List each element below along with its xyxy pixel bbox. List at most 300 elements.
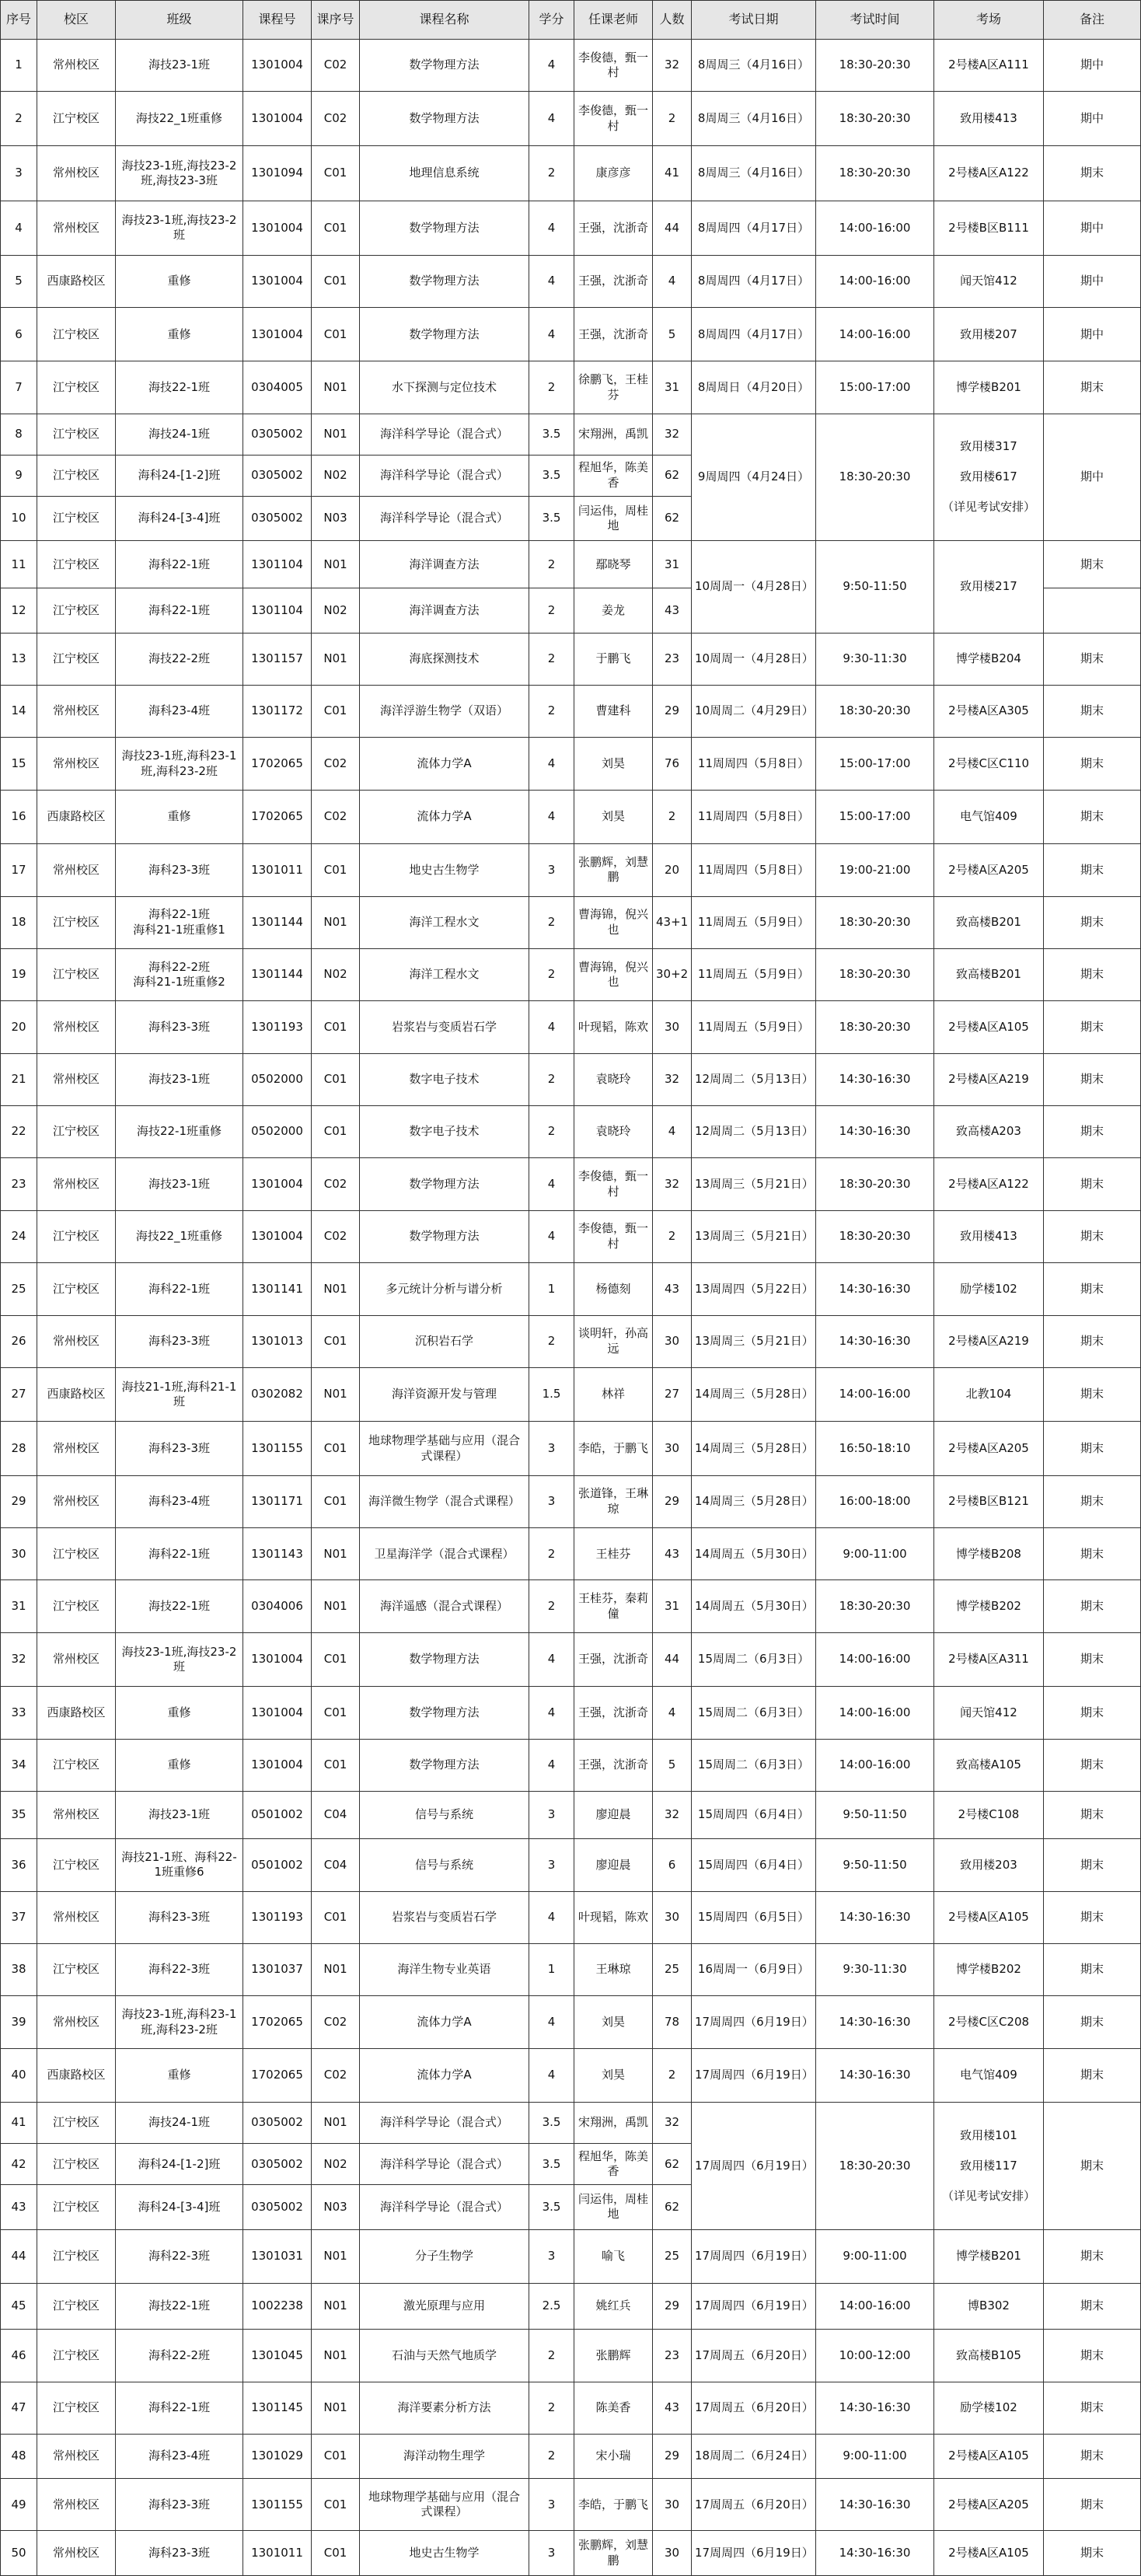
cell-campus: 常州校区 — [37, 738, 116, 790]
cell-credits: 4 — [529, 738, 574, 790]
cell-course-code: 0501002 — [243, 1839, 312, 1891]
cell-course-code: 1301004 — [243, 1739, 312, 1791]
cell-course-name: 数学物理方法 — [360, 255, 529, 307]
cell-exam-room: 励学楼102 — [934, 2382, 1044, 2434]
cell-campus: 西康路校区 — [37, 2048, 116, 2102]
cell-course-code: 1301004 — [243, 1210, 312, 1262]
cell-campus: 江宁校区 — [37, 1839, 116, 1891]
cell-exam-time: 15:00-17:00 — [816, 738, 934, 790]
cell-teacher: 王桂芬，秦莉僮 — [574, 1580, 653, 1632]
cell-teacher: 宋翔洲，禹凯 — [574, 2103, 653, 2144]
cell-course-code: 1301172 — [243, 685, 312, 737]
cell-course-name: 海洋科学导论（混合式） — [360, 2185, 529, 2229]
cell-exam-time: 14:30-16:30 — [816, 1891, 934, 1943]
cell-campus: 江宁校区 — [37, 2229, 116, 2283]
cell-section: C01 — [312, 1891, 360, 1943]
cell-course-code: 1301157 — [243, 633, 312, 685]
cell-exam-time: 18:30-20:30 — [816, 1158, 934, 1210]
cell-remark: 期末 — [1044, 1422, 1141, 1475]
table-row — [1, 1210, 1141, 1262]
cell-exam-time: 18:30-20:30 — [816, 1001, 934, 1053]
cell-class: 海科23-3班 — [116, 2479, 243, 2531]
cell-campus: 常州校区 — [37, 1792, 116, 1839]
cell-course-code: 1301193 — [243, 1001, 312, 1053]
cell-class: 海技23-1班 — [116, 1158, 243, 1210]
cell-exam-time: 9:30-11:30 — [816, 1944, 934, 1996]
cell-count: 30 — [653, 1422, 692, 1475]
cell-count: 32 — [653, 1053, 692, 1105]
cell-course-name: 数学物理方法 — [360, 92, 529, 145]
cell-section: C01 — [312, 1001, 360, 1053]
cell-exam-date: 15周周二（6月3日） — [692, 1739, 816, 1791]
cell-remark: 期末 — [1044, 1739, 1141, 1791]
cell-course-name: 数学物理方法 — [360, 1687, 529, 1739]
cell-exam-room: 2号楼A区A205 — [934, 844, 1044, 896]
cell-exam-time: 9:50-11:50 — [816, 541, 934, 633]
cell-campus: 常州校区 — [37, 844, 116, 896]
cell-course-name: 卫星海洋学（混合式课程） — [360, 1528, 529, 1580]
cell-remark: 期末 — [1044, 1996, 1141, 2048]
cell-course-name: 海洋科学导论（混合式） — [360, 414, 529, 455]
cell-exam-room: 电气馆409 — [934, 2048, 1044, 2102]
cell-credits: 3 — [529, 1422, 574, 1475]
cell-course-code: 1301144 — [243, 896, 312, 948]
cell-teacher: 叶现韬，陈欢 — [574, 1001, 653, 1053]
cell-exam-time: 14:00-16:00 — [816, 308, 934, 361]
cell-exam-room: 致用楼413 — [934, 92, 1044, 145]
cell-class: 海科22-3班 — [116, 1944, 243, 1996]
table-row — [1, 1106, 1141, 1158]
cell-count: 30 — [653, 1315, 692, 1367]
cell-teacher: 李俊德，甄一村 — [574, 40, 653, 92]
cell-course-code: 1702065 — [243, 738, 312, 790]
cell-campus: 江宁校区 — [37, 2382, 116, 2434]
cell-campus: 江宁校区 — [37, 633, 116, 685]
cell-exam-room: 2号楼A区A219 — [934, 1053, 1044, 1105]
table-row — [1, 1891, 1141, 1943]
cell-remark: 期末 — [1044, 1891, 1141, 1943]
cell-exam-time: 14:30-16:30 — [816, 2531, 934, 2576]
cell-teacher: 宋翔洲，禹凯 — [574, 414, 653, 455]
cell-teacher: 姚红兵 — [574, 2283, 653, 2329]
cell-exam-room: 励学楼102 — [934, 1263, 1044, 1315]
cell-course-code: 0305002 — [243, 455, 312, 496]
cell-exam-date: 15周周四（6月4日） — [692, 1839, 816, 1891]
cell-course-name: 岩浆岩与变质岩石学 — [360, 1891, 529, 1943]
cell-class: 海科24-[1-2]班 — [116, 455, 243, 496]
cell-course-code: 1301004 — [243, 1632, 312, 1686]
cell-exam-date: 17周周四（6月19日） — [692, 2531, 816, 2576]
cell-campus: 江宁校区 — [37, 1106, 116, 1158]
cell-credits: 2 — [529, 2382, 574, 2434]
cell-course-code: 1301004 — [243, 255, 312, 307]
cell-seq: 18 — [1, 896, 37, 948]
table-row — [1, 1687, 1141, 1739]
cell-class: 海技21-1班、海科22-1班重修6 — [116, 1839, 243, 1891]
cell-exam-room: 2号楼C区C110 — [934, 738, 1044, 790]
cell-remark: 期末 — [1044, 790, 1141, 843]
cell-teacher: 程旭华，陈美香 — [574, 455, 653, 496]
cell-class: 海技22-1班 — [116, 1580, 243, 1632]
cell-campus: 江宁校区 — [37, 1580, 116, 1632]
cell-campus: 江宁校区 — [37, 1210, 116, 1262]
cell-campus: 江宁校区 — [37, 361, 116, 414]
cell-exam-room: 2号楼B区B121 — [934, 1475, 1044, 1527]
cell-section: C01 — [312, 1053, 360, 1105]
cell-section: N01 — [312, 361, 360, 414]
cell-remark: 期中 — [1044, 201, 1141, 255]
cell-exam-room: 致用楼413 — [934, 1210, 1044, 1262]
cell-exam-time: 18:30-20:30 — [816, 92, 934, 145]
cell-campus: 江宁校区 — [37, 308, 116, 361]
cell-exam-date: 17周周四（6月19日） — [692, 2103, 816, 2229]
cell-exam-time: 9:30-11:30 — [816, 633, 934, 685]
cell-remark: 期中 — [1044, 255, 1141, 307]
cell-exam-time: 14:30-16:30 — [816, 1106, 934, 1158]
cell-count: 4 — [653, 1687, 692, 1739]
cell-remark: 期末 — [1044, 2330, 1141, 2382]
cell-seq: 38 — [1, 1944, 37, 1996]
cell-exam-room: 致高楼A105 — [934, 1739, 1044, 1791]
cell-exam-time: 18:30-20:30 — [816, 1580, 934, 1632]
cell-remark: 期末 — [1044, 145, 1141, 201]
cell-course-code: 1301031 — [243, 2229, 312, 2283]
cell-course-code: 1301029 — [243, 2434, 312, 2478]
table-row — [1, 414, 1141, 455]
cell-course-code: 0302082 — [243, 1367, 312, 1421]
cell-exam-time: 14:30-16:30 — [816, 1263, 934, 1315]
cell-count: 62 — [653, 2144, 692, 2185]
cell-seq: 6 — [1, 308, 37, 361]
cell-count: 30 — [653, 1891, 692, 1943]
table-row — [1, 790, 1141, 843]
cell-credits: 2 — [529, 948, 574, 1000]
cell-credits: 3.5 — [529, 414, 574, 455]
cell-credits: 4 — [529, 1891, 574, 1943]
table-row — [1, 2229, 1141, 2283]
cell-count: 4 — [653, 255, 692, 307]
cell-exam-time: 14:00-16:00 — [816, 2283, 934, 2329]
table-row — [1, 255, 1141, 307]
cell-exam-room: 2号楼A区A105 — [934, 1891, 1044, 1943]
cell-credits: 4 — [529, 201, 574, 255]
cell-campus: 常州校区 — [37, 1001, 116, 1053]
cell-seq: 11 — [1, 541, 37, 588]
cell-seq: 49 — [1, 2479, 37, 2531]
cell-course-code: 1301004 — [243, 40, 312, 92]
cell-count: 2 — [653, 2048, 692, 2102]
table-row — [1, 738, 1141, 790]
cell-count: 5 — [653, 308, 692, 361]
table-row — [1, 2382, 1141, 2434]
cell-seq: 17 — [1, 844, 37, 896]
cell-seq: 30 — [1, 1528, 37, 1580]
table-row — [1, 541, 1141, 588]
table-row — [1, 844, 1141, 896]
cell-exam-date: 17周周四（6月19日） — [692, 2229, 816, 2283]
cell-teacher: 李俊德，甄一村 — [574, 92, 653, 145]
cell-class: 海技24-1班 — [116, 2103, 243, 2144]
cell-class: 重修 — [116, 2048, 243, 2102]
header-teacher: 任课老师 — [574, 1, 653, 40]
cell-course-code: 1002238 — [243, 2283, 312, 2329]
cell-teacher: 袁晓玲 — [574, 1106, 653, 1158]
cell-course-name: 地史古生物学 — [360, 2531, 529, 2576]
cell-teacher: 刘昊 — [574, 790, 653, 843]
cell-exam-room: 2号楼B区B111 — [934, 201, 1044, 255]
cell-credits: 3 — [529, 2229, 574, 2283]
cell-credits: 4 — [529, 92, 574, 145]
cell-class: 海科22-3班 — [116, 2229, 243, 2283]
cell-count: 32 — [653, 2103, 692, 2144]
cell-count: 29 — [653, 2283, 692, 2329]
cell-credits: 1.5 — [529, 1367, 574, 1421]
cell-count: 32 — [653, 414, 692, 455]
cell-course-name: 流体力学A — [360, 1996, 529, 2048]
cell-campus: 常州校区 — [37, 1632, 116, 1686]
cell-exam-time: 9:00-11:00 — [816, 2434, 934, 2478]
cell-seq: 7 — [1, 361, 37, 414]
cell-section: C01 — [312, 2531, 360, 2576]
cell-course-name: 数学物理方法 — [360, 308, 529, 361]
cell-section: C01 — [312, 1475, 360, 1527]
cell-campus: 常州校区 — [37, 2531, 116, 2576]
cell-course-name: 数学物理方法 — [360, 1632, 529, 1686]
cell-credits: 2 — [529, 2434, 574, 2478]
cell-section: C01 — [312, 1687, 360, 1739]
cell-campus: 常州校区 — [37, 40, 116, 92]
cell-exam-room: 致用楼101 致用楼117 （详见考试安排） — [934, 2103, 1044, 2229]
cell-course-code: 0305002 — [243, 497, 312, 541]
cell-seq: 9 — [1, 455, 37, 496]
cell-exam-room: 北教104 — [934, 1367, 1044, 1421]
cell-exam-date: 10周周一（4月28日） — [692, 633, 816, 685]
cell-class: 海技23-1班,海科23-1班,海科23-2班 — [116, 1996, 243, 2048]
cell-exam-time: 18:30-20:30 — [816, 685, 934, 737]
header-credits: 学分 — [529, 1, 574, 40]
cell-count: 30 — [653, 2531, 692, 2576]
cell-seq: 1 — [1, 40, 37, 92]
cell-exam-date: 17周周四（6月19日） — [692, 1996, 816, 2048]
cell-credits: 4 — [529, 40, 574, 92]
table-row — [1, 361, 1141, 414]
cell-exam-room: 博学楼B202 — [934, 1944, 1044, 1996]
cell-course-code: 1301004 — [243, 201, 312, 255]
cell-seq: 42 — [1, 2144, 37, 2185]
cell-remark: 期末 — [1044, 1580, 1141, 1632]
cell-section: C01 — [312, 308, 360, 361]
cell-credits: 4 — [529, 1687, 574, 1739]
cell-seq: 3 — [1, 145, 37, 201]
cell-credits: 2 — [529, 361, 574, 414]
cell-exam-time: 14:30-16:30 — [816, 2382, 934, 2434]
cell-course-code: 1301094 — [243, 145, 312, 201]
cell-campus: 江宁校区 — [37, 497, 116, 541]
cell-exam-date: 14周周三（5月28日） — [692, 1367, 816, 1421]
cell-remark: 期末 — [1044, 2283, 1141, 2329]
cell-seq: 41 — [1, 2103, 37, 2144]
cell-section: N01 — [312, 2283, 360, 2329]
cell-section: C01 — [312, 2434, 360, 2478]
cell-course-name: 地球物理学基础与应用（混合式课程） — [360, 1422, 529, 1475]
cell-exam-room: 致用楼203 — [934, 1839, 1044, 1891]
cell-exam-room: 2号楼C区C208 — [934, 1996, 1044, 2048]
cell-exam-room: 博B302 — [934, 2283, 1044, 2329]
cell-campus: 江宁校区 — [37, 896, 116, 948]
cell-seq: 21 — [1, 1053, 37, 1105]
cell-section: N02 — [312, 2144, 360, 2185]
cell-remark: 期末 — [1044, 1687, 1141, 1739]
cell-exam-date: 11周周四（5月8日） — [692, 738, 816, 790]
cell-class: 重修 — [116, 1739, 243, 1791]
cell-course-name: 海洋遥感（混合式课程） — [360, 1580, 529, 1632]
table-row — [1, 1792, 1141, 1839]
cell-seq: 34 — [1, 1739, 37, 1791]
cell-course-code: 1301004 — [243, 92, 312, 145]
header-remark: 备注 — [1044, 1, 1141, 40]
cell-credits: 3 — [529, 2531, 574, 2576]
cell-exam-time: 10:00-12:00 — [816, 2330, 934, 2382]
cell-exam-room: 2号楼A区A205 — [934, 1422, 1044, 1475]
cell-exam-date: 8周周四（4月17日） — [692, 201, 816, 255]
cell-exam-time: 15:00-17:00 — [816, 790, 934, 843]
cell-remark: 期末 — [1044, 1792, 1141, 1839]
cell-campus: 江宁校区 — [37, 414, 116, 455]
cell-exam-time: 14:00-16:00 — [816, 201, 934, 255]
cell-course-code: 1702065 — [243, 1996, 312, 2048]
cell-section: N01 — [312, 1580, 360, 1632]
cell-exam-time: 18:30-20:30 — [816, 40, 934, 92]
cell-campus: 常州校区 — [37, 1315, 116, 1367]
cell-class: 海技22-1班 — [116, 361, 243, 414]
cell-teacher: 张鹏辉，刘慧鹏 — [574, 2531, 653, 2576]
cell-section: C04 — [312, 1839, 360, 1891]
cell-course-code: 1301011 — [243, 2531, 312, 2576]
cell-section: N03 — [312, 497, 360, 541]
cell-class: 海科22-2班 — [116, 2330, 243, 2382]
cell-class: 重修 — [116, 790, 243, 843]
cell-course-name: 数学物理方法 — [360, 201, 529, 255]
cell-exam-date: 13周周三（5月21日） — [692, 1315, 816, 1367]
cell-exam-room: 致高楼B201 — [934, 896, 1044, 948]
cell-campus: 常州校区 — [37, 685, 116, 737]
cell-remark: 期末 — [1044, 361, 1141, 414]
cell-seq: 20 — [1, 1001, 37, 1053]
header-campus: 校区 — [37, 1, 116, 40]
cell-seq: 32 — [1, 1632, 37, 1686]
table-row — [1, 2434, 1141, 2478]
cell-course-code: 0502000 — [243, 1106, 312, 1158]
cell-course-name: 数学物理方法 — [360, 1210, 529, 1262]
cell-exam-date: 8周周三（4月16日） — [692, 40, 816, 92]
cell-course-name: 海洋科学导论（混合式） — [360, 2144, 529, 2185]
cell-exam-date: 13周周四（5月22日） — [692, 1263, 816, 1315]
cell-seq: 14 — [1, 685, 37, 737]
cell-course-name: 海洋生物专业英语 — [360, 1944, 529, 1996]
cell-course-name: 沉积岩石学 — [360, 1315, 529, 1367]
cell-exam-time: 18:30-20:30 — [816, 948, 934, 1000]
cell-remark: 期末 — [1044, 738, 1141, 790]
cell-course-name: 多元统计分析与谱分析 — [360, 1263, 529, 1315]
cell-section: C01 — [312, 1106, 360, 1158]
cell-count: 23 — [653, 2330, 692, 2382]
cell-teacher: 曹海锦，倪兴也 — [574, 896, 653, 948]
cell-count: 2 — [653, 1210, 692, 1262]
cell-credits: 4 — [529, 2048, 574, 2102]
cell-course-name: 海洋动物生理学 — [360, 2434, 529, 2478]
cell-section: N02 — [312, 948, 360, 1000]
cell-campus: 西康路校区 — [37, 255, 116, 307]
cell-seq: 12 — [1, 588, 37, 633]
cell-credits: 3.5 — [529, 2103, 574, 2144]
cell-count: 41 — [653, 145, 692, 201]
cell-teacher: 刘昊 — [574, 738, 653, 790]
cell-credits: 1 — [529, 1944, 574, 1996]
cell-teacher: 闫运伟，周桂地 — [574, 2185, 653, 2229]
cell-credits: 3 — [529, 1839, 574, 1891]
cell-seq: 37 — [1, 1891, 37, 1943]
cell-exam-date: 11周周四（5月8日） — [692, 844, 816, 896]
cell-credits: 2 — [529, 1053, 574, 1105]
cell-seq: 13 — [1, 633, 37, 685]
cell-course-code: 1301013 — [243, 1315, 312, 1367]
cell-exam-time: 19:00-21:00 — [816, 844, 934, 896]
cell-course-name: 地球物理学基础与应用（混合式课程） — [360, 2479, 529, 2531]
cell-class: 海技22-1班 — [116, 2283, 243, 2329]
cell-course-name: 数学物理方法 — [360, 1158, 529, 1210]
table-row — [1, 1739, 1141, 1791]
cell-exam-room: 2号楼A区A105 — [934, 1001, 1044, 1053]
cell-teacher: 刘昊 — [574, 2048, 653, 2102]
cell-teacher: 杨德刻 — [574, 1263, 653, 1315]
cell-seq: 26 — [1, 1315, 37, 1367]
cell-exam-time: 14:00-16:00 — [816, 1739, 934, 1791]
cell-count: 4 — [653, 1106, 692, 1158]
cell-credits: 2 — [529, 1528, 574, 1580]
cell-credits: 4 — [529, 790, 574, 843]
cell-remark: 期末 — [1044, 2434, 1141, 2478]
cell-seq: 4 — [1, 201, 37, 255]
cell-course-name: 海洋要素分析方法 — [360, 2382, 529, 2434]
cell-course-code: 1702065 — [243, 790, 312, 843]
cell-credits: 2 — [529, 1315, 574, 1367]
cell-campus: 常州校区 — [37, 1053, 116, 1105]
cell-course-code: 1301155 — [243, 1422, 312, 1475]
cell-exam-date: 17周周五（6月20日） — [692, 2479, 816, 2531]
cell-section: N01 — [312, 1944, 360, 1996]
cell-class: 海科23-3班 — [116, 844, 243, 896]
cell-campus: 常州校区 — [37, 2479, 116, 2531]
cell-credits: 4 — [529, 1739, 574, 1791]
cell-exam-room: 致用楼207 — [934, 308, 1044, 361]
cell-count: 30 — [653, 2479, 692, 2531]
header-exam-date: 考试日期 — [692, 1, 816, 40]
table-row — [1, 1528, 1141, 1580]
cell-count: 43 — [653, 1263, 692, 1315]
cell-campus: 江宁校区 — [37, 455, 116, 496]
cell-exam-room: 2号楼A区A111 — [934, 40, 1044, 92]
cell-exam-room: 博学楼B204 — [934, 633, 1044, 685]
cell-exam-date: 15周周四（6月5日） — [692, 1891, 816, 1943]
cell-teacher: 曹海锦，倪兴也 — [574, 948, 653, 1000]
cell-teacher: 王强，沈浙奇 — [574, 308, 653, 361]
cell-count: 20 — [653, 844, 692, 896]
cell-course-name: 海洋工程水文 — [360, 948, 529, 1000]
cell-class: 海科22-1班 — [116, 2382, 243, 2434]
cell-remark: 期末 — [1044, 541, 1141, 588]
cell-teacher: 王强，沈浙奇 — [574, 1739, 653, 1791]
cell-remark: 期末 — [1044, 1210, 1141, 1262]
